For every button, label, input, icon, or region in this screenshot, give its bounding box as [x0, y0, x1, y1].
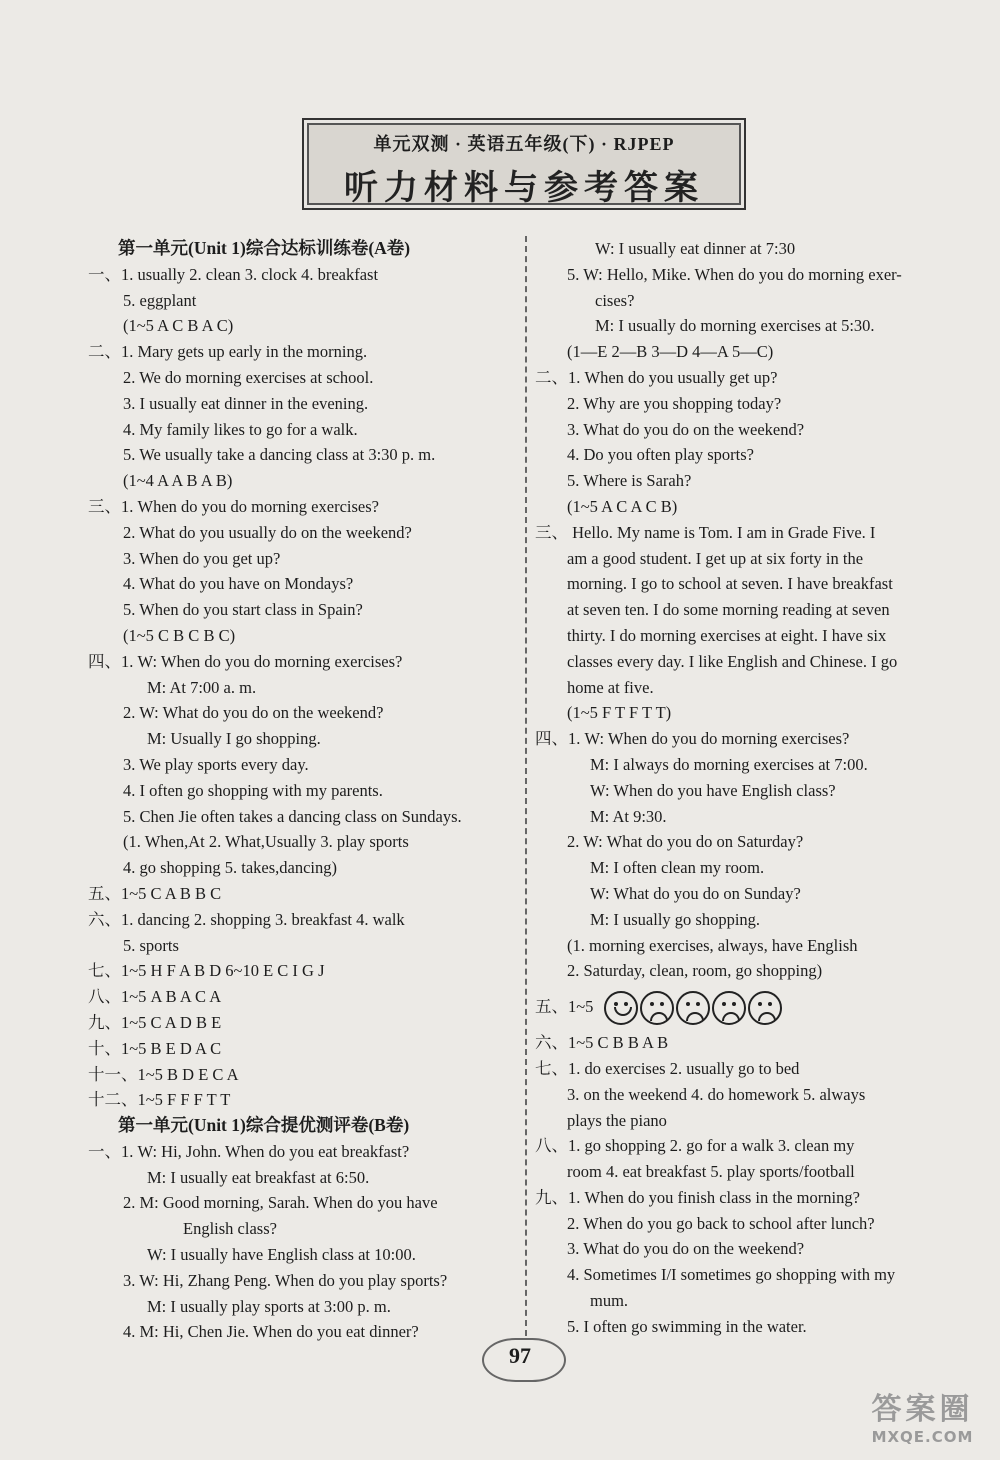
answer-line: 3. I usually eat dinner in the evening.: [123, 393, 369, 413]
column-divider: [525, 236, 527, 1336]
sad-face-icon: [748, 991, 782, 1025]
faces-row: [535, 984, 965, 1030]
answer-line: M: I usually play sports at 3:00 p. m.: [147, 1296, 391, 1316]
answer-line: 2. What do you usually do on the weekend?: [123, 522, 412, 542]
answer-line: M: I usually do morning exercises at 5:30.: [595, 316, 875, 336]
answer-line: 一、1. usually 2. clean 3. clock 4. breakfast: [88, 264, 379, 284]
answer-line: M: I always do morning exercises at 7:00.: [590, 754, 868, 774]
section-title: 第一单元(Unit 1)综合达标训练卷(A卷): [118, 238, 411, 258]
answer-line: (1~5 C B C B C): [123, 625, 236, 645]
answer-line: 2. Why are you shopping today?: [567, 393, 782, 413]
answer-line: 5. When do you start class in Spain?: [123, 600, 363, 620]
answer-line: 一、1. W: Hi, John. When do you eat breakfast?: [88, 1141, 410, 1161]
watermark-text: 答案圈: [871, 1392, 974, 1427]
answer-line: 3. on the weekend 4. do homework 5. always: [567, 1084, 866, 1104]
page-number: 97: [509, 1343, 531, 1368]
answer-line: M: I often clean my room.: [590, 858, 765, 878]
answer-line: 4. I often go shopping with my parents.: [123, 780, 383, 800]
answer-line: 四、1. W: When do you do morning exercises?: [88, 651, 403, 671]
answer-line: 2. W: What do you do on Saturday?: [567, 832, 804, 852]
answer-line: 3. What do you do on the weekend?: [567, 1239, 805, 1259]
answer-line: 二、1. When do you usually get up?: [535, 367, 778, 387]
answer-line: 5. Where is Sarah?: [567, 471, 692, 491]
answer-line: 五、1~5 C A B B C: [88, 883, 222, 903]
answer-line: 七、1~5 H F A B D 6~10 E C I G J: [88, 961, 325, 981]
answer-line: (1~5 A C A C B): [567, 496, 678, 516]
answer-line: 十二、1~5 F F F T T: [88, 1090, 231, 1110]
answer-line: W: What do you do on Sunday?: [590, 883, 801, 903]
answer-line: 3. W: Hi, Zhang Peng. When do you play sports?: [123, 1270, 448, 1290]
sad-face-icon: [640, 991, 674, 1025]
left-column: [88, 236, 518, 1345]
answer-line: 5. Chen Jie often takes a dancing class on Sundays.: [123, 806, 462, 826]
watermark-logo: [850, 1392, 995, 1456]
faces-label: 五、1~5: [535, 997, 594, 1017]
answer-line: (1~5 F T F T T): [567, 703, 672, 723]
answer-line: 4. go shopping 5. takes,dancing): [123, 858, 338, 878]
answer-line: plays the piano: [567, 1110, 667, 1130]
sad-face-icon: [676, 991, 710, 1025]
answer-line: (1~4 A A B A B): [123, 471, 233, 491]
answer-line: 二、1. Mary gets up early in the morning.: [88, 342, 368, 362]
answer-line: W: When do you have English class?: [590, 780, 836, 800]
answer-line: M: At 9:30.: [590, 806, 667, 826]
answer-line: cises?: [595, 290, 635, 310]
answer-line: 5. W: Hello, Mike. When do you do morning exer-: [567, 264, 902, 284]
header-title: 听力材料与参考答案: [344, 170, 704, 207]
answer-line: thirty. I do morning exercises at eight. I have six: [567, 625, 887, 645]
answer-line: 5. We usually take a dancing class at 3:30 p. m.: [123, 445, 436, 465]
answer-line: 5. sports: [123, 935, 179, 955]
answer-line: 4. Do you often play sports?: [567, 445, 754, 465]
sad-face-icon: [712, 991, 746, 1025]
answer-line: 三、 Hello. My name is Tom. I am in Grade Five. I: [535, 522, 876, 542]
answer-line: 2. W: What do you do on the weekend?: [123, 703, 384, 723]
answer-line: 2. Saturday, clean, room, go shopping): [567, 961, 823, 981]
answer-line: M: At 7:00 a. m.: [147, 677, 257, 697]
answer-line: 3. When do you get up?: [123, 548, 281, 568]
answer-line: at seven ten. I do some morning reading at seven: [567, 600, 890, 620]
answer-line: M: I usually eat breakfast at 6:50.: [147, 1167, 370, 1187]
answer-line: 2. When do you go back to school after lunch?: [567, 1213, 875, 1233]
answer-line: 七、1. do exercises 2. usually go to bed: [535, 1058, 800, 1078]
answer-line: 4. M: Hi, Chen Jie. When do you eat dinner?: [123, 1322, 419, 1342]
answer-line: 3. We play sports every day.: [123, 754, 309, 774]
answer-line: W: I usually have English class at 10:00.: [147, 1245, 416, 1265]
right-column: [535, 236, 965, 1340]
answer-line: 九、1. When do you finish class in the morning?: [535, 1187, 860, 1207]
answer-key-header: [302, 118, 746, 210]
answer-line: 2. We do morning exercises at school.: [123, 367, 374, 387]
answer-line: 4. Sometimes I/I sometimes go shopping with my: [567, 1265, 896, 1285]
answer-line: 六、1~5 C B B A B: [535, 1033, 669, 1053]
answer-line: (1. When,At 2. What,Usually 3. play sports: [123, 832, 409, 852]
answer-line: 十、1~5 B E D A C: [88, 1038, 222, 1058]
answer-line: 六、1. dancing 2. shopping 3. breakfast 4. walk: [88, 909, 405, 929]
answer-line: 九、1~5 C A D B E: [88, 1012, 222, 1032]
answer-line: M: Usually I go shopping.: [147, 729, 321, 749]
happy-face-icon: [604, 991, 638, 1025]
answer-line: morning. I go to school at seven. I have breakfast: [567, 574, 893, 594]
answer-line: 四、1. W: When do you do morning exercises?: [535, 729, 850, 749]
answer-line: 2. M: Good morning, Sarah. When do you have: [123, 1193, 438, 1213]
answer-line: mum.: [590, 1291, 629, 1311]
answer-line: 3. What do you do on the weekend?: [567, 419, 805, 439]
answer-line: 八、1~5 A B A C A: [88, 987, 222, 1007]
answer-line: W: I usually eat dinner at 7:30: [595, 239, 796, 258]
answer-line: (1. morning exercises, always, have English: [567, 935, 858, 955]
answer-line: classes every day. I like English and Chinese. I go: [567, 651, 898, 671]
faces-group: [604, 991, 782, 1025]
answer-line: 5. I often go swimming in the water.: [567, 1316, 807, 1336]
answer-line: 5. eggplant: [123, 290, 197, 310]
header-subtitle: 单元双测 · 英语五年级(下) · RJPEP: [373, 134, 675, 154]
section-title: 第一单元(Unit 1)综合提优测评卷(B卷): [118, 1115, 410, 1136]
answer-line: (1—E 2—B 3—D 4—A 5—C): [567, 342, 774, 362]
answer-line: 八、1. go shopping 2. go for a walk 3. clean my: [535, 1136, 855, 1156]
answer-line: room 4. eat breakfast 5. play sports/football: [567, 1162, 855, 1182]
answer-line: (1~5 A C B A C): [123, 316, 234, 336]
watermark-domain: MXQE.COM: [871, 1428, 974, 1446]
answer-line: am a good student. I get up at six forty in the: [567, 548, 864, 568]
answer-line: English class?: [183, 1219, 277, 1239]
answer-line: M: I usually go shopping.: [590, 909, 761, 929]
answer-line: 4. What do you have on Mondays?: [123, 574, 354, 594]
answer-line: 4. My family likes to go for a walk.: [123, 419, 358, 439]
answer-line: home at five.: [567, 677, 654, 697]
answer-line: 十一、1~5 B D E C A: [88, 1064, 239, 1084]
answer-line: 三、1. When do you do morning exercises?: [88, 496, 379, 516]
